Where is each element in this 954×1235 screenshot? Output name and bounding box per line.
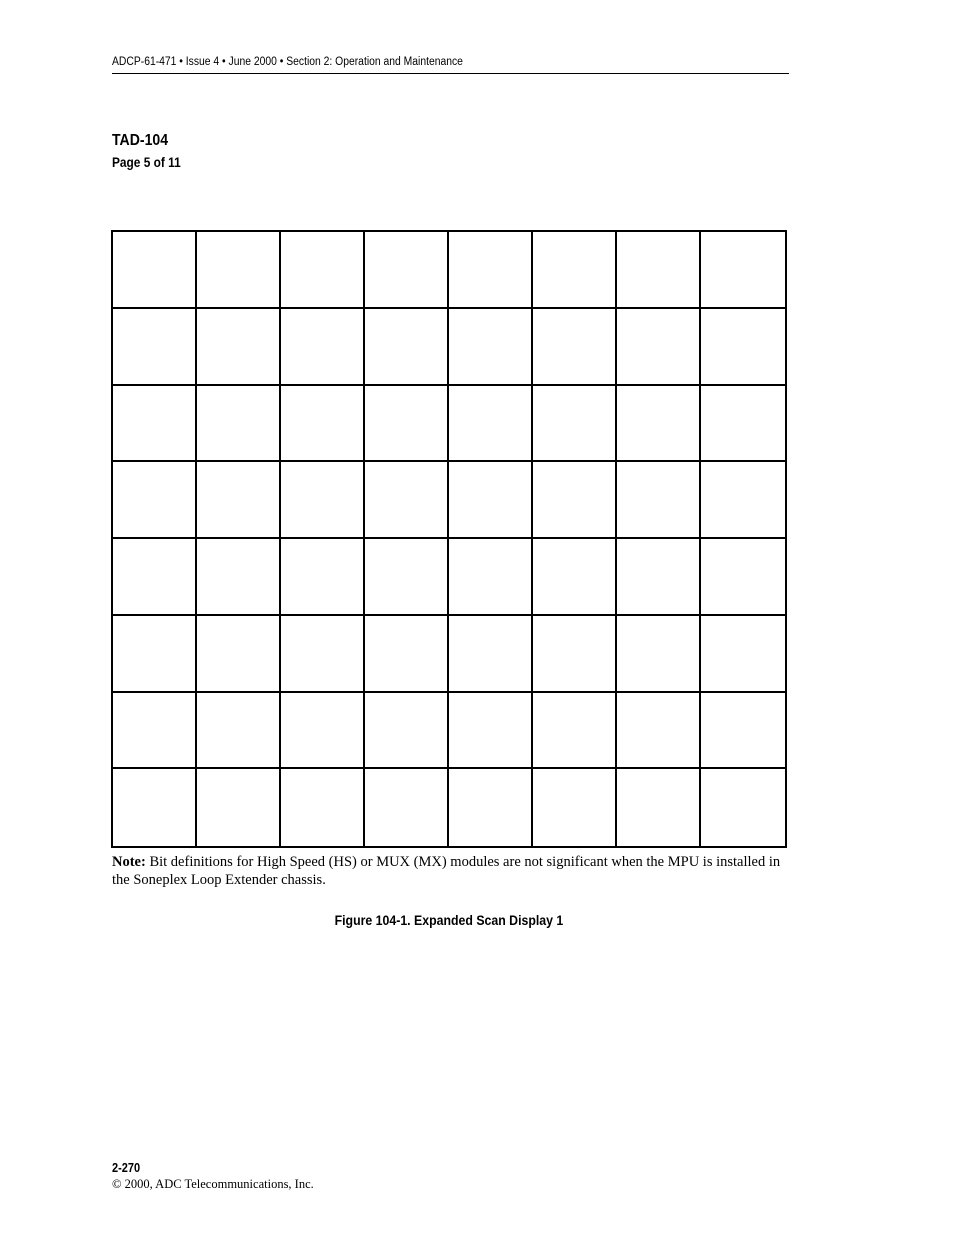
grid-cell [617,462,701,539]
grid-cell [365,386,449,463]
grid-cell [617,539,701,616]
grid-cell [197,769,281,846]
grid-cell [701,309,785,386]
grid-cell [197,462,281,539]
grid-cell [197,616,281,693]
grid-cell [365,616,449,693]
grid-cell [281,386,365,463]
grid-cell [701,232,785,309]
grid-cell [617,232,701,309]
grid-cell [533,769,617,846]
note-text: Bit definitions for High Speed (HS) or MUX (MX) modules are not significant when the MPU is installed in the Soneplex Loop Extender chassis. [112,854,781,888]
grid-cell [281,539,365,616]
grid-cell [113,386,197,463]
figure-note [112,853,788,889]
grid-cell [617,616,701,693]
grid-cell [113,769,197,846]
note-label: Note: [112,854,146,870]
grid-cell [449,386,533,463]
grid-cell [197,539,281,616]
grid-cell [701,462,785,539]
figure-caption-text: Figure 104-1. Expanded Scan Display 1 [334,912,564,928]
page-info: Page 5 of 11 [112,155,181,170]
grid-cell [281,462,365,539]
grid-cell [701,616,785,693]
grid-cell [533,693,617,770]
running-header: ADCP-61-471 • Issue 4 • June 2000 • Section 2: Operation and Maintenance [112,56,463,68]
grid-cell [113,539,197,616]
grid-cell [197,693,281,770]
grid-cell [281,232,365,309]
grid-cell [281,616,365,693]
grid-cell [533,616,617,693]
copyright: © 2000, ADC Telecommunications, Inc. [112,1177,314,1191]
grid-cell [449,232,533,309]
grid-cell [617,693,701,770]
grid-cell [281,693,365,770]
header-rule [112,73,789,74]
grid-cell [617,769,701,846]
grid-cell [449,769,533,846]
grid-cell [365,309,449,386]
grid-cell [365,769,449,846]
page-number: 2-270 [112,1161,141,1175]
grid-cell [701,386,785,463]
grid-cell [701,769,785,846]
grid-cell [365,693,449,770]
grid-cell [701,693,785,770]
grid-cell [113,232,197,309]
grid-cell [449,693,533,770]
grid-cell [113,616,197,693]
expanded-scan-display-grid [111,230,787,848]
grid-cell [365,232,449,309]
grid-cell [197,386,281,463]
grid-cell [449,616,533,693]
grid-cell [197,232,281,309]
grid-cell [533,462,617,539]
grid-cell [617,386,701,463]
grid-cell [281,769,365,846]
grid-cell [281,309,365,386]
grid-cell [113,309,197,386]
grid-cell [113,462,197,539]
grid-cell [365,539,449,616]
grid-cell [365,462,449,539]
grid-cell [449,462,533,539]
grid-cell [617,309,701,386]
grid-cell [701,539,785,616]
grid-cell [113,693,197,770]
grid-cell [533,386,617,463]
grid-cell [533,309,617,386]
grid-cell [533,232,617,309]
grid-cell [449,539,533,616]
grid-cell [449,309,533,386]
figure-caption [0,912,898,928]
grid-cell [197,309,281,386]
grid-cell [533,539,617,616]
document-title: TAD-104 [112,132,169,149]
